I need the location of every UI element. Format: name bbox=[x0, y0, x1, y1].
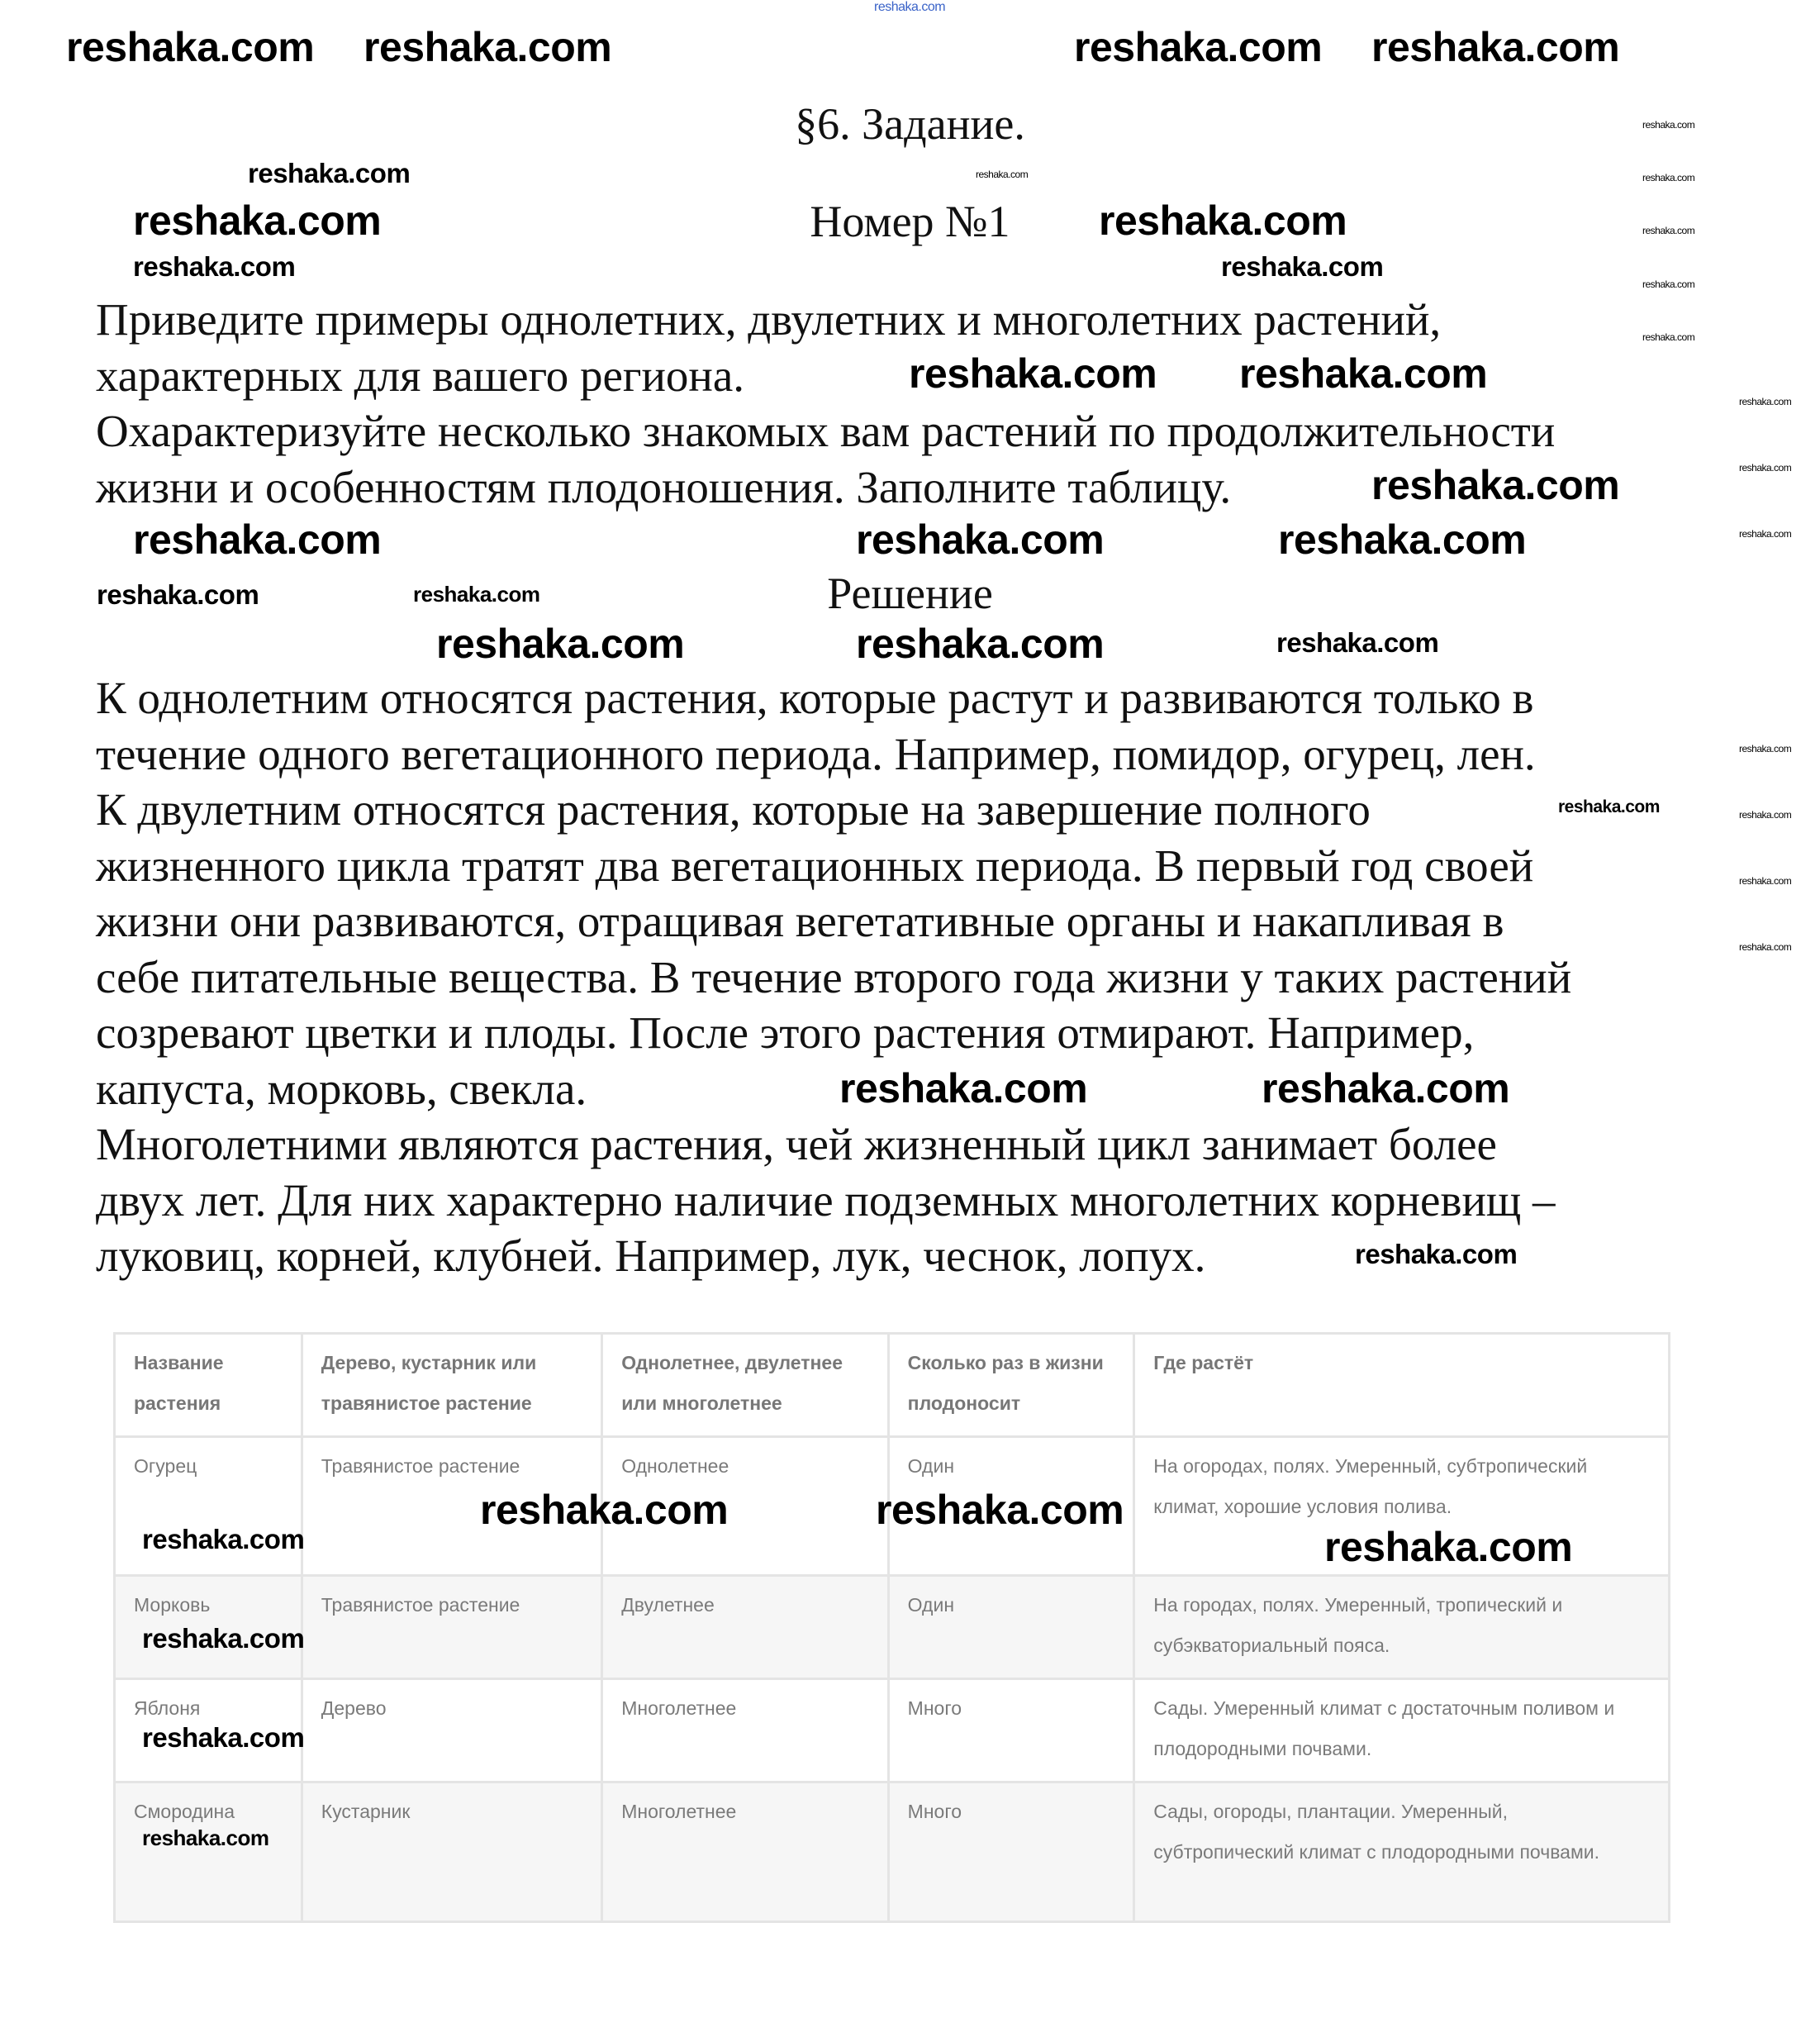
table-cell: Многолетнее bbox=[602, 1782, 888, 1922]
solution-line: К двулетним относятся растения, которые на завершение полного bbox=[96, 784, 1371, 835]
table-header-row bbox=[115, 1334, 1670, 1437]
watermark: reshaka.com bbox=[1558, 797, 1660, 816]
table-cell: Сады. Умеренный климат с достаточным поливом и плодородными почвами. bbox=[1134, 1679, 1670, 1782]
header-cell: Сколько раз в жизни плодоносит bbox=[888, 1334, 1134, 1437]
solution-line: К однолетним относятся растения, которые растут и развиваются только в bbox=[96, 673, 1534, 723]
task-line: Приведите примеры однолетних, двулетних и многолетних растений, bbox=[96, 294, 1442, 345]
watermark: reshaka.com bbox=[142, 1524, 305, 1554]
solution-line: Многолетними являются растения, чей жизненный цикл занимает более bbox=[96, 1119, 1497, 1169]
table-cell: Травянистое растение bbox=[302, 1437, 601, 1576]
task-line: характерных для вашего региона. bbox=[96, 350, 745, 401]
table-cell: Дерево bbox=[302, 1679, 601, 1782]
header-cell: Дерево, кустарник или травянистое растение bbox=[302, 1334, 601, 1437]
watermark: reshaka.com bbox=[97, 579, 259, 610]
solution-line: капуста, морковь, свекла. bbox=[96, 1063, 587, 1114]
solution-line: луковиц, корней, клубней. Например, лук, чеснок, лопух. bbox=[96, 1230, 1206, 1281]
watermark: reshaka.com bbox=[436, 621, 685, 667]
watermark: reshaka.com bbox=[874, 0, 946, 14]
watermark: reshaka.com bbox=[480, 1487, 729, 1533]
watermark: reshaka.com bbox=[856, 621, 1105, 667]
header-cell: Однолетнее, двулетнее или многолетнее bbox=[602, 1334, 888, 1437]
table-cell: Морковь bbox=[115, 1576, 302, 1679]
table-cell: Много bbox=[888, 1782, 1134, 1922]
watermark: reshaka.com bbox=[66, 24, 315, 70]
watermark: reshaka.com bbox=[1739, 875, 1792, 887]
watermark: reshaka.com bbox=[1739, 528, 1792, 540]
watermark: reshaka.com bbox=[1642, 278, 1695, 290]
solution-line: созревают цветки и плоды. После этого растения отмирают. Например, bbox=[96, 1007, 1475, 1058]
watermark: reshaka.com bbox=[1276, 627, 1439, 658]
table-cell: Яблоня bbox=[115, 1679, 302, 1782]
watermark: reshaka.com bbox=[1221, 251, 1384, 282]
task-text bbox=[96, 292, 1555, 515]
table-cell: Один bbox=[888, 1437, 1134, 1576]
task-number: Номер №1 bbox=[810, 197, 1010, 246]
task-line: Охарактеризуйте несколько знакомых вам растений по продолжительности bbox=[96, 406, 1556, 456]
table-cell: Сады, огороды, плантации. Умеренный, субтропический климат с плодородными почвами. bbox=[1134, 1782, 1670, 1922]
table-cell: Однолетнее bbox=[602, 1437, 888, 1576]
watermark: reshaka.com bbox=[364, 24, 612, 70]
watermark: reshaka.com bbox=[142, 1825, 269, 1850]
table-cell: Смородина bbox=[115, 1782, 302, 1922]
table-cell: Кустарник bbox=[302, 1782, 601, 1922]
table-cell: Много bbox=[888, 1679, 1134, 1782]
watermark: reshaka.com bbox=[1642, 225, 1695, 236]
table-cell: На городах, полях. Умеренный, тропический и субэкваториальный пояса. bbox=[1134, 1576, 1670, 1679]
task-line: жизни и особенностям плодоношения. Заполните таблицу. bbox=[96, 461, 1232, 512]
solution-text bbox=[96, 670, 1571, 1284]
watermark: reshaka.com bbox=[1355, 1239, 1518, 1269]
solution-heading: Решение bbox=[827, 569, 993, 618]
header-cell: Название растения bbox=[115, 1334, 302, 1437]
table-cell: Один bbox=[888, 1576, 1134, 1679]
watermark: reshaka.com bbox=[1642, 119, 1695, 131]
watermark: reshaka.com bbox=[1739, 396, 1792, 407]
watermark: reshaka.com bbox=[909, 350, 1157, 397]
watermark: reshaka.com bbox=[1739, 743, 1792, 754]
watermark: reshaka.com bbox=[1642, 331, 1695, 343]
solution-line: жизненного цикла тратят два вегетационных периода. В первый год своей bbox=[96, 840, 1534, 891]
watermark: reshaka.com bbox=[1239, 350, 1488, 397]
watermark: reshaka.com bbox=[1074, 24, 1323, 70]
table-row bbox=[115, 1576, 1670, 1679]
table-cell: Двулетнее bbox=[602, 1576, 888, 1679]
watermark: reshaka.com bbox=[1739, 809, 1792, 821]
table-row bbox=[115, 1782, 1670, 1922]
watermark: reshaka.com bbox=[839, 1065, 1088, 1111]
watermark: reshaka.com bbox=[413, 582, 540, 607]
watermark: reshaka.com bbox=[133, 198, 382, 244]
watermark: reshaka.com bbox=[976, 169, 1029, 180]
table-cell: На огородах, полях. Умеренный, субтропический климат, хорошие условия полива. bbox=[1134, 1437, 1670, 1576]
page-title: §6. Задание. bbox=[795, 99, 1025, 149]
watermark: reshaka.com bbox=[1278, 516, 1527, 563]
watermark: reshaka.com bbox=[133, 516, 382, 563]
table-cell: Многолетнее bbox=[602, 1679, 888, 1782]
watermark: reshaka.com bbox=[1371, 462, 1620, 508]
solution-line: жизни они развиваются, отращивая вегетативные органы и накапливая в bbox=[96, 896, 1504, 946]
table-cell: Травянистое растение bbox=[302, 1576, 601, 1679]
watermark: reshaka.com bbox=[1371, 24, 1620, 70]
watermark: reshaka.com bbox=[1324, 1524, 1573, 1570]
watermark: reshaka.com bbox=[1642, 172, 1695, 183]
table-row bbox=[115, 1679, 1670, 1782]
plants-table bbox=[113, 1332, 1670, 1923]
header-cell: Где растёт bbox=[1134, 1334, 1670, 1437]
watermark: reshaka.com bbox=[1739, 462, 1792, 474]
solution-line: себе питательные вещества. В течение второго года жизни у таких растений bbox=[96, 951, 1572, 1002]
watermark: reshaka.com bbox=[876, 1487, 1124, 1533]
watermark: reshaka.com bbox=[1099, 198, 1347, 244]
watermark: reshaka.com bbox=[856, 516, 1105, 563]
watermark: reshaka.com bbox=[248, 158, 411, 188]
table-cell: Огурец bbox=[115, 1437, 302, 1576]
watermark: reshaka.com bbox=[142, 1722, 305, 1753]
watermark: reshaka.com bbox=[142, 1623, 305, 1654]
solution-line: двух лет. Для них характерно наличие подземных многолетних корневищ – bbox=[96, 1174, 1556, 1226]
watermark: reshaka.com bbox=[1739, 941, 1792, 953]
watermark: reshaka.com bbox=[1262, 1065, 1510, 1111]
solution-line: течение одного вегетационного периода. Например, помидор, огурец, лен. bbox=[96, 728, 1536, 779]
watermark: reshaka.com bbox=[133, 251, 296, 282]
